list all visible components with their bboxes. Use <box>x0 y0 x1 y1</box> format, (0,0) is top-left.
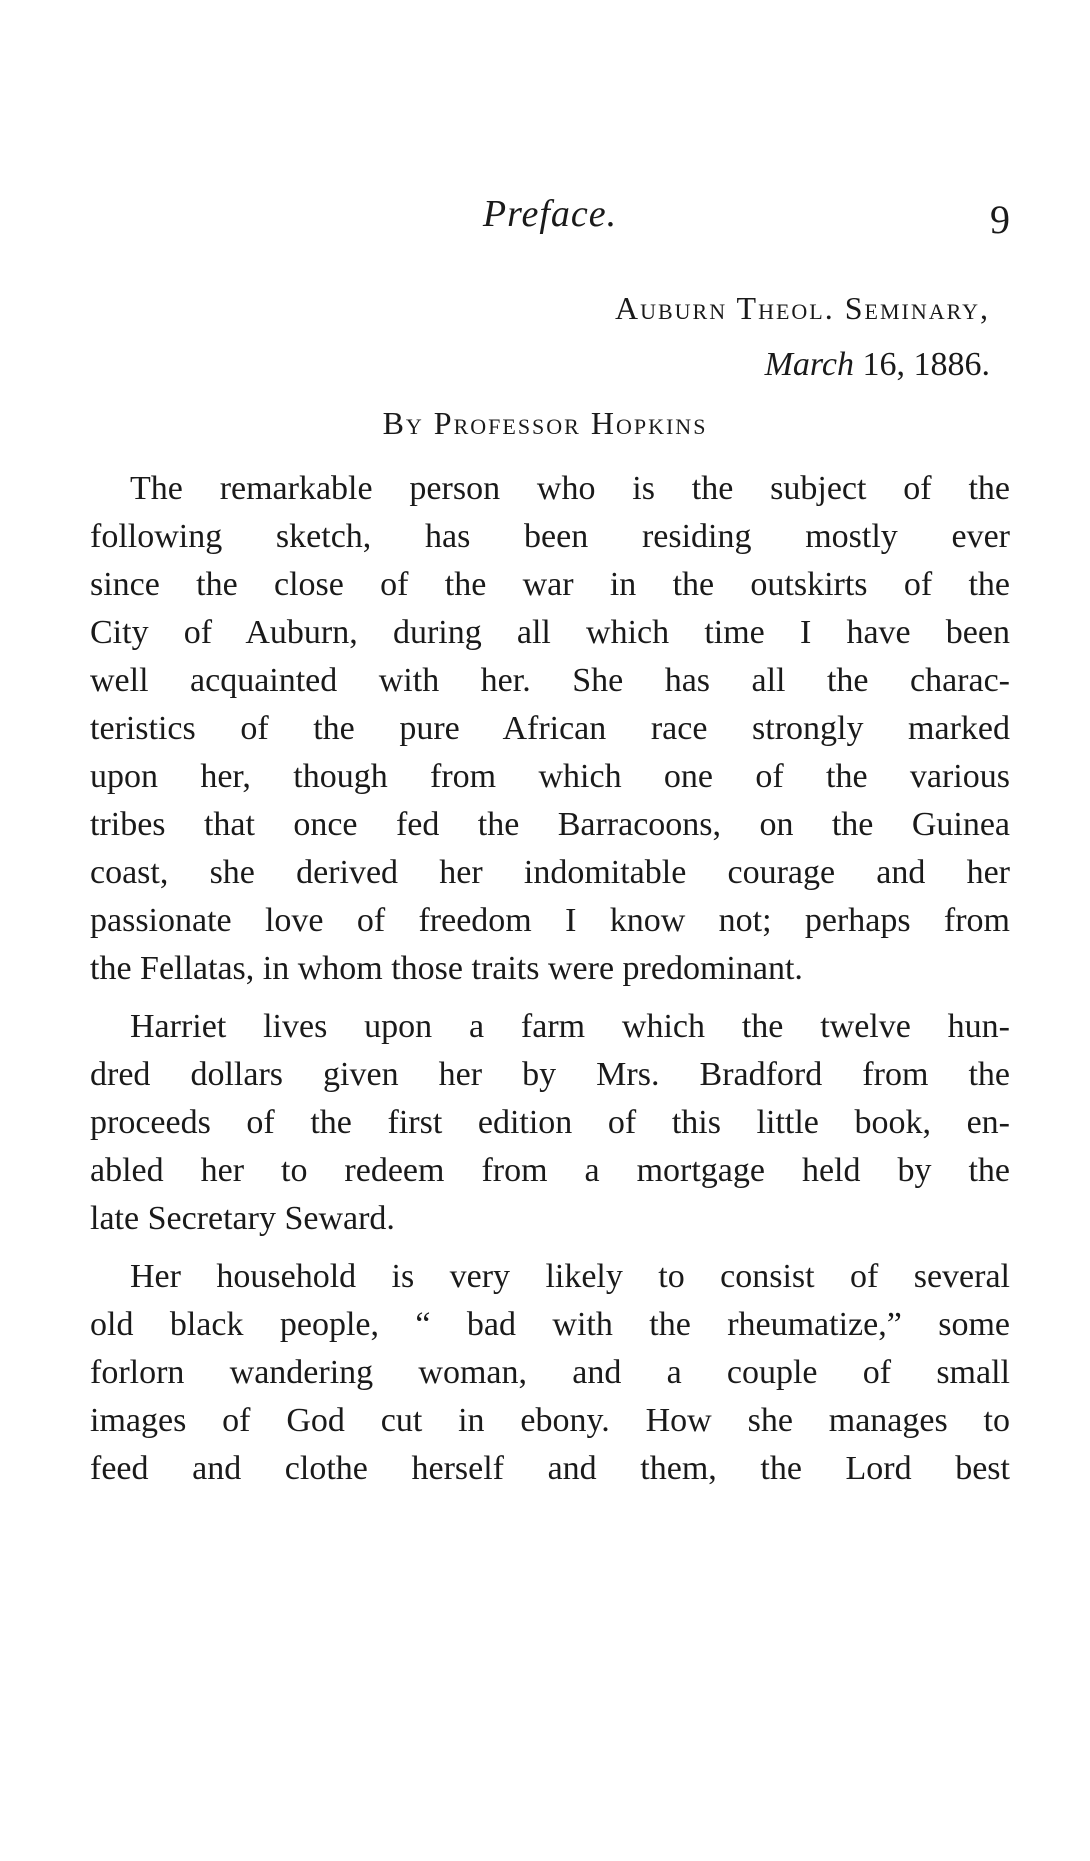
text-line: upon her, though from which one of the various <box>90 758 1010 795</box>
byline: By Professor Hopkins <box>382 405 708 441</box>
text-line: tribes that once fed the Barracoons, on the Guinea <box>90 806 1010 843</box>
page-number: 9 <box>990 197 1010 242</box>
text-line: following sketch, has been residing mostly ever <box>90 518 1010 555</box>
dateline-month: March <box>764 346 854 383</box>
text-line: City of Auburn, during all which time I have been <box>90 614 1010 651</box>
text-line: late Secretary Seward. <box>90 1200 395 1237</box>
running-title: Preface. <box>482 193 618 235</box>
dateline-institution: Auburn Theol. Seminary, <box>615 290 990 326</box>
text-line: passionate love of freedom I know not; perhaps from <box>90 902 1010 939</box>
text-line: feed and clothe herself and them, the Lord best <box>90 1450 1010 1487</box>
text-line: the Fellatas, in whom those traits were predominant. <box>90 950 803 987</box>
text-line: forlorn wandering woman, and a couple of small <box>90 1354 1010 1391</box>
text-line: teristics of the pure African race strongly marked <box>90 710 1010 747</box>
text-line: proceeds of the first edition of this little book, en- <box>90 1104 1010 1141</box>
text-line: Harriet lives upon a farm which the twelve hun- <box>130 1008 1010 1045</box>
text-line: old black people, “ bad with the rheumatize,” some <box>90 1306 1010 1343</box>
text-line: images of God cut in ebony. How she manages to <box>90 1402 1010 1439</box>
dateline-day-year: 16, 1886. <box>854 346 990 383</box>
running-head <box>90 192 1010 242</box>
text-line: since the close of the war in the outskirts of the <box>90 566 1010 603</box>
text-line: well acquainted with her. She has all the charac- <box>90 662 1010 699</box>
text-line: dred dollars given her by Mrs. Bradford from the <box>90 1056 1010 1093</box>
text-line: Her household is very likely to consist of several <box>130 1258 1010 1295</box>
text-line: The remarkable person who is the subject of the <box>130 470 1010 507</box>
text-line: abled her to redeem from a mortgage held by the <box>90 1152 1010 1189</box>
text-line: coast, she derived her indomitable courage and her <box>90 854 1010 891</box>
dateline-date <box>765 346 990 384</box>
